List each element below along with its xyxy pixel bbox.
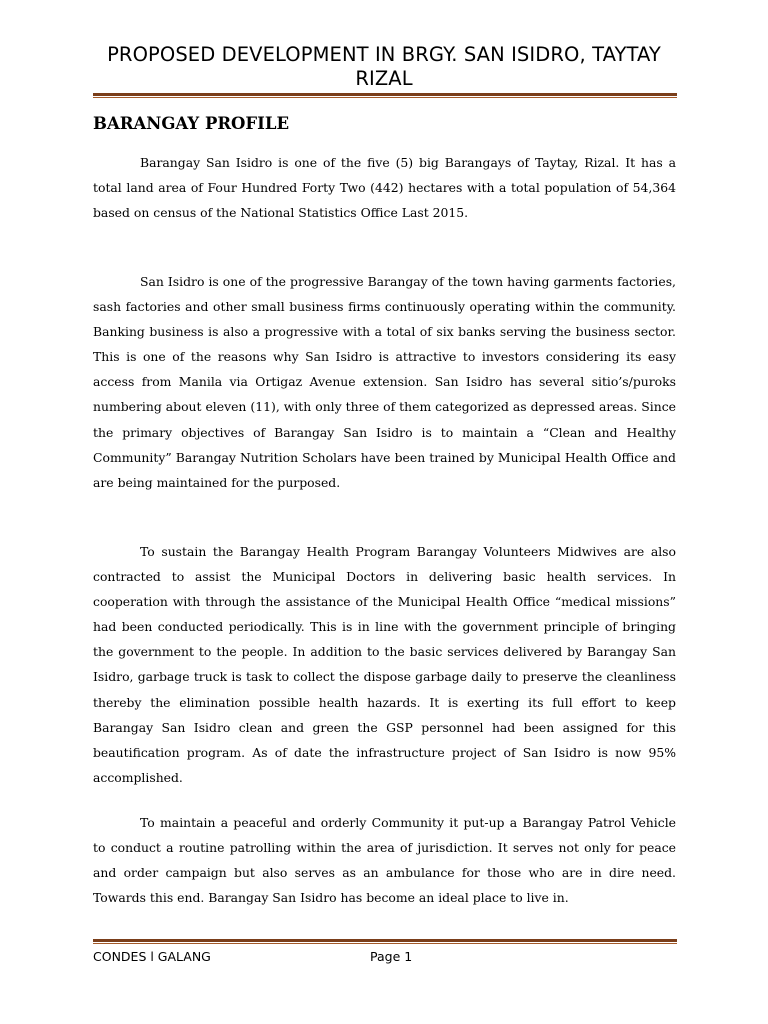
footer-divider — [93, 939, 677, 944]
body-paragraph: San Isidro is one of the progressive Barangay of the town having garments factories, sash factories and other small business firms continuously operating within the community. Banking business is also a progressive with a total of six banks serving the business sector. This is one of the reasons why San Isidro is attractive to investors considering its easy access from Manila via Ortigaz Avenue extension. San Isidro has several sitio’s/puroks numbering about eleven (11), with only three of them categorized as depressed areas. Since the primary objectives of Barangay San Isidro is to maintain a “Clean and Healthy Community” Barangay Nutrition Scholars have been trained by Municipal Health Office and are being maintained for the purposed. — [93, 274, 676, 490]
body-paragraph: Barangay San Isidro is one of the five (5) big Barangays of Taytay, Rizal. It has a total land area of Four Hundred Forty Two (442) hectares with a total population of 54,364 based on census of the National Statistics Office Last 2015. — [93, 155, 676, 221]
body-paragraph: To sustain the Barangay Health Program Barangay Volunteers Midwives are also contracted to assist the Municipal Doctors in delivering basic health services. In cooperation with through the assistance of the Municipal Health Office “medical missions” had been conducted periodically. This is in line with the government principle of bringing the government to the people. In addition to the basic services delivered by Barangay San Isidro, garbage truck is task to collect the dispose garbage daily to preserve the cleanliness thereby the elimination possible health hazards. It is exerting its full effort to keep Barangay San Isidro clean and green the GSP personnel had been assigned for this beautification program. As of date the infrastructure project of San Isidro is now 95% accomplished. — [93, 544, 676, 785]
footer-authors: CONDES l GALANG — [93, 949, 211, 964]
page-header-title: PROPOSED DEVELOPMENT IN BRGY. SAN ISIDRO, TAYTAY RIZAL — [107, 43, 661, 90]
body-paragraph: To maintain a peaceful and orderly Community it put-up a Barangay Patrol Vehicle to conduct a routine patrolling within the area of jurisdiction. It serves not only for peace and order campaign but also serves as an ambulance for those who are in dire need. Towards this end. Barangay San Isidro has become an ideal place to live in. — [93, 815, 676, 906]
section-heading: BARANGAY PROFILE — [93, 114, 290, 133]
header-divider — [93, 93, 677, 98]
footer-page-number: Page 1 — [370, 949, 413, 964]
